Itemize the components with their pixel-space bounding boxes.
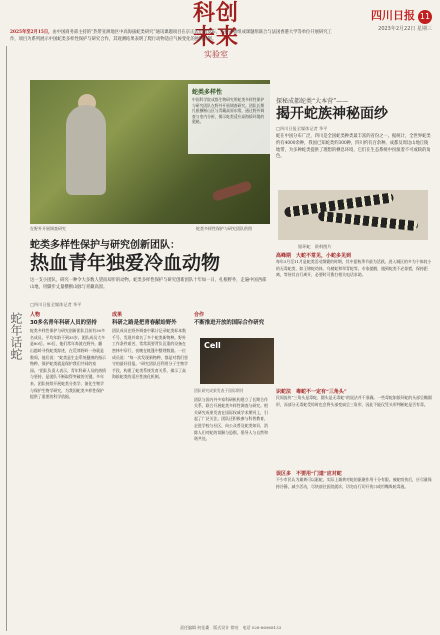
- left-col1-text: 蛇类多样性保护与研究创新团队目前有30多名成员，平均年龄不到35岁。团队成员大多是80后、90后，他们常年奔波在野外，翻山越岭寻找蛇类踪迹，在荒郊野岭一待就是数周。他们说：“蛇类是生态系统健康的指示物种，保护蛇类就是保护我们共同的家园。”团队负责人表示，青年科研人员的热情与坚持，是团队不断取得突破的关键。多年来，团队持续开展蛇类分类学、演化生物学与保护生物学研究，为我国蛇类多样性保护提供了重要的科学依据。: [30, 328, 106, 400]
- snake-photo: [278, 190, 428, 240]
- photo-caption-left: 在野外开展调查研究: [30, 226, 66, 231]
- left-intro: 这一支小团队，研究一种令大多数人望而却步的动物。蛇类多样性保护与研究创新团队十年如一日，扎根野外，走遍中国西部山地，用脚步丈量横断山脉与青藏高原。: [30, 278, 267, 290]
- brand-logo: 四川日报: [371, 9, 415, 22]
- intro-lead: 2025年至2月15日，: [10, 30, 53, 35]
- right-col3-text: 不少市民认为雄黄可以驱蛇，实际上雄黄对蛇的驱避作用十分有限。被蛇咬伤后，应尽量保持冷静，减少活动，尽快前往医院就诊，切勿自行切开伤口或用嘴吸吮毒液。: [276, 477, 432, 489]
- journal-caption: 团队研究成果发表于国际期刊: [194, 388, 244, 393]
- left-col3-text: 团队与国内外多家科研机构建立了长期合作关系，联合开展蛇类多样性调查与研究。相关研究成果发表在国际权威学术期刊上，引起了广泛关注。团队还积极参与科普教育，走进学校与社区，向公众普及蛇类知识，消除人们对蛇的误解与恐惧，倡导人与自然和谐共处。: [194, 396, 268, 442]
- left-subheadline: 蛇类多样性保护与研究创新团队：: [30, 240, 180, 251]
- journal-title: Cell: [204, 341, 221, 350]
- left-column-3: [194, 312, 270, 328]
- page-footer: 责任编辑 何佳桑 版式设计 徐亮 电话 028-86968133: [180, 625, 282, 630]
- sidebar-rule: [6, 46, 7, 631]
- left-col3-subtitle: 不断推进开放的国际合作研究: [194, 319, 265, 326]
- right-column-1: [276, 252, 432, 279]
- left-col2-subtitle: 科研之路是把青春献给野外: [112, 319, 177, 326]
- right-byline: □四川日报全媒体记者 华平: [276, 126, 328, 131]
- masthead-subtitle: 实验室: [204, 50, 228, 59]
- left-col1-title: 人物: [30, 312, 41, 318]
- left-headline: 热血青年独爱冷血动物: [30, 252, 221, 274]
- right-col2-text: 民间流传“三角头是毒蛇、圆头是无毒蛇”的说法并不准确。一些毒蛇如银环蛇的头部呈椭圆形，而部分无毒蛇受惊时也会将头部变扁呈三角形，因此不能仅凭头形判断蛇是否有毒。: [276, 395, 432, 407]
- left-col2-text: 团队成员在野外调查中累计记录蛇类标本数千号，发现并命名了多个蛇类新物种。野外工作条件艰苦，常常需要背负沉重的设备在密林中穿行，夜晚在帐篷中整理数据。一位成员说：“每一次发现新物种，都是对我们坚守的最好回报。”研究团队还利用分子生物学手段，构建了蛇类系统发育关系，揭示了高海拔蛇类的适应性演化机制。: [112, 328, 188, 380]
- photo-caption-box: [188, 84, 270, 154]
- researcher-figure-shape: [66, 105, 106, 195]
- intro-text: 由中国商务部主持的“热带亚洲地区中高海拔蛇类研究”通讯课题项目在京正式启动发布，主持开始组成课题组联合与法国香港大学等单位开展研究工作，项目为系列展示中国蛇类多样性保护与研究合作，其观测结果表明了爬行动物适应气候变化的独特机制。: [10, 30, 332, 42]
- sidebar-title: 蛇年话蛇: [9, 312, 23, 360]
- right-subheadline: 探秘成都蛇类“大本营”——: [276, 98, 349, 105]
- left-column-2: [112, 312, 188, 381]
- issue-date: 2023年2月22日 星期三: [378, 26, 432, 32]
- left-col3-title: 合作: [194, 312, 205, 318]
- page-intro: [10, 30, 340, 43]
- left-col2-title: 成果: [112, 312, 123, 318]
- right-column-3: [276, 470, 432, 490]
- reptile-shape: [211, 180, 252, 202]
- right-col1-text: 每年3月至11月是蛇类活动频繁的时期，其中夏秋季节最为活跃。进入城区的多为个体较小的无毒蛇类，如王锦蛇幼体、乌梢蛇和翠青蛇等。专家提醒，遇到蛇类不必惊慌，保持距离，等待其自行离开，必要时可拨打相关电话求助。: [276, 259, 432, 278]
- right-column-2: [276, 388, 432, 408]
- left-column-3-body: [194, 388, 270, 443]
- right-headline: 揭开蛇族神秘面纱: [276, 106, 388, 122]
- photo-caption-title: 蛇类多样性: [192, 89, 223, 96]
- masthead-title: 科创未来: [192, 1, 239, 50]
- right-intro: 蛇在中国分布广泛，四川是全国蛇类种类最丰富的省份之一。据统计，全世界蛇类约有4000余种，我国已知蛇类约300种，四川约有百余种。成都及周边山地丘陵地带，为多种蛇类提供了理想的栖息环境，它们在生态系统中扮演着不可或缺的角色。: [276, 134, 431, 160]
- left-byline: □四川日报全媒体记者 华平: [30, 302, 82, 307]
- right-col3-title: 误区多 不要用“门道”应对蛇: [276, 471, 342, 477]
- brand-block: [366, 4, 432, 50]
- page-number: 11: [418, 10, 432, 24]
- right-col2-title: 识蛇法 毒蛇不一定有“三角头”: [276, 389, 347, 395]
- left-column-1: [30, 312, 106, 401]
- photo-caption-text: 中国科学院成都生物研究所蛇类多样性保护与研究团队在野外开展调查研究。团队长期扎根横断山区与青藏高原东缘，通过野外调查与室内分析，揭示蛇类适应高海拔环境的奥秘。: [192, 97, 265, 125]
- journal-cover: [200, 338, 274, 384]
- photo-caption-right: 蛇类多样性保护与研究团队供图: [196, 226, 252, 231]
- snake-caption: 银环蛇 资料图片: [298, 244, 332, 249]
- left-col1-subtitle: 30多名青年科研人员的坚持: [30, 319, 97, 326]
- snake-body-shape: [318, 211, 418, 231]
- right-col1-title: 高峰期 大蛇不常见，小蛇多见到: [276, 253, 352, 259]
